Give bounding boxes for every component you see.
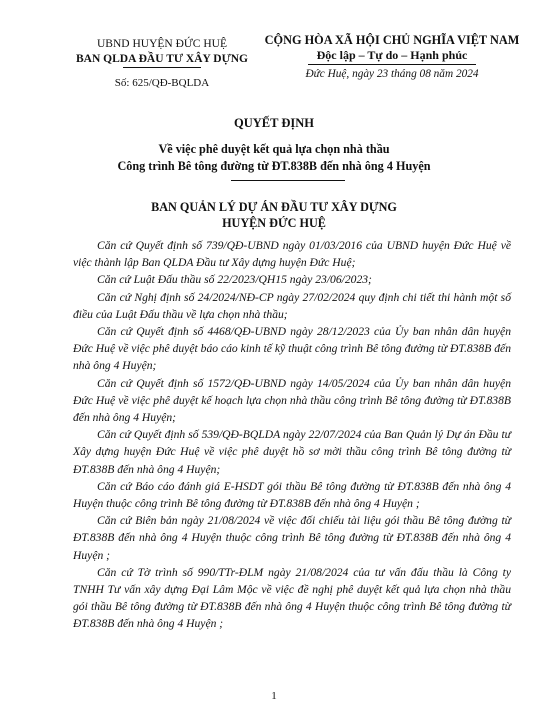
national-header — [252, 33, 532, 82]
issuing-organization — [62, 37, 262, 91]
subject-divider — [231, 180, 345, 181]
legal-basis-paragraph: Căn cứ Báo cáo đánh giá E-HSDT gói thầu Bê tông đường từ ĐT.838B đến nhà ông 4 Huyện thuộc công trình Bê tông đường từ ĐT.838B đến nhà ông 4 Huyện ; — [73, 479, 511, 511]
document-subject — [30, 141, 518, 175]
place-and-date: Đức Huệ, ngày 23 tháng 08 năm 2024 — [305, 68, 479, 80]
legal-basis-paragraph: Căn cứ Tờ trình số 990/TTr-ĐLM ngày 21/08/2024 của tư vấn đấu thầu là Công ty TNHH Tư vấn xây dựng Đại Lâm Mộc về việc đề nghị phê duyệt kết quả lựa chọn nhà thầu gói thầu Bê tông đường từ ĐT.838B đến nhà ông 4 Huyện thuộc công trình Bê tông đường từ ĐT.838B đến nhà ông 4 Huyện ; — [73, 565, 511, 631]
page-number: 1 — [271, 690, 277, 702]
org-underline — [123, 67, 201, 68]
legal-basis-paragraph: Căn cứ Quyết định số 739/QĐ-UBND ngày 01/03/2016 của UBND huyện Đức Huệ về việc thành lập Ban QLDA Đầu tư Xây dựng huyện Đức Huệ; — [73, 239, 511, 270]
issuing-authority — [30, 199, 518, 231]
authority-line2: HUYỆN ĐỨC HUỆ — [222, 216, 326, 230]
document-number: Số: 625/QĐ-BQLDA — [114, 77, 210, 89]
country-name: CỘNG HÒA XÃ HỘI CHỦ NGHĨA VIỆT NAM — [264, 33, 520, 47]
org-name-line2: BAN QLDA ĐẦU TƯ XÂY DỰNG — [76, 53, 248, 65]
motto-underline — [308, 64, 476, 65]
legal-basis-paragraph: Căn cứ Luật Đấu thầu số 22/2023/QH15 ngày 23/06/2023; — [97, 273, 372, 287]
legal-basis-paragraph: Căn cứ Quyết định số 4468/QĐ-UBND ngày 28/12/2023 của Ủy ban nhân dân huyện Đức Huệ về việc phê duyệt báo cáo kinh tế kỹ thuật công trình Bê tông đường từ ĐT.838B đến nhà ông 4 Huyện; — [73, 325, 511, 373]
document-title: QUYẾT ĐỊNH — [234, 116, 314, 130]
legal-basis-paragraph: Căn cứ Quyết định số 539/QĐ-BQLDA ngày 22/07/2024 của Ban Quản lý Dự án Đầu tư Xây dựng huyện Đức Huệ về việc phê duyệt hồ sơ mời thầu công trình Bê tông đường từ ĐT.838B đến nhà ông 4 Huyện; — [73, 428, 511, 476]
national-motto: Độc lập – Tự do – Hạnh phúc — [316, 48, 468, 62]
legal-basis-section — [73, 237, 511, 633]
subject-line1: Về việc phê duyệt kết quả lựa chọn nhà thầu — [158, 142, 390, 156]
legal-basis-paragraph: Căn cứ Nghị định số 24/2024/NĐ-CP ngày 27/02/2024 quy định chi tiết thi hành một số điều của Luật Đấu thầu về lựa chọn nhà thầu; — [73, 290, 511, 321]
subject-line2: Công trình Bê tông đường từ ĐT.838B đến nhà ông 4 Huyện — [117, 159, 431, 173]
legal-basis-paragraph: Căn cứ Quyết định số 1572/QĐ-UBND ngày 14/05/2024 của Ủy ban nhân dân huyện Đức Huệ về việc phê duyệt kế hoạch lựa chọn nhà thầu công trình Bê tông đường từ ĐT.838B đến nhà ông 4 Huyện; — [73, 376, 511, 425]
legal-basis-paragraph: Căn cứ Biên bản ngày 21/08/2024 về việc đối chiếu tài liệu gói thầu Bê tông đường từ ĐT.838B đến nhà ông 4 Huyện thuộc công trình Bê tông đường từ ĐT.838B đến nhà ông 4 Huyện ; — [73, 514, 511, 562]
authority-line1: BAN QUẢN LÝ DỰ ÁN ĐẦU TƯ XÂY DỰNG — [151, 200, 397, 214]
org-name-line1: UBND HUYỆN ĐỨC HUỆ — [97, 38, 227, 50]
